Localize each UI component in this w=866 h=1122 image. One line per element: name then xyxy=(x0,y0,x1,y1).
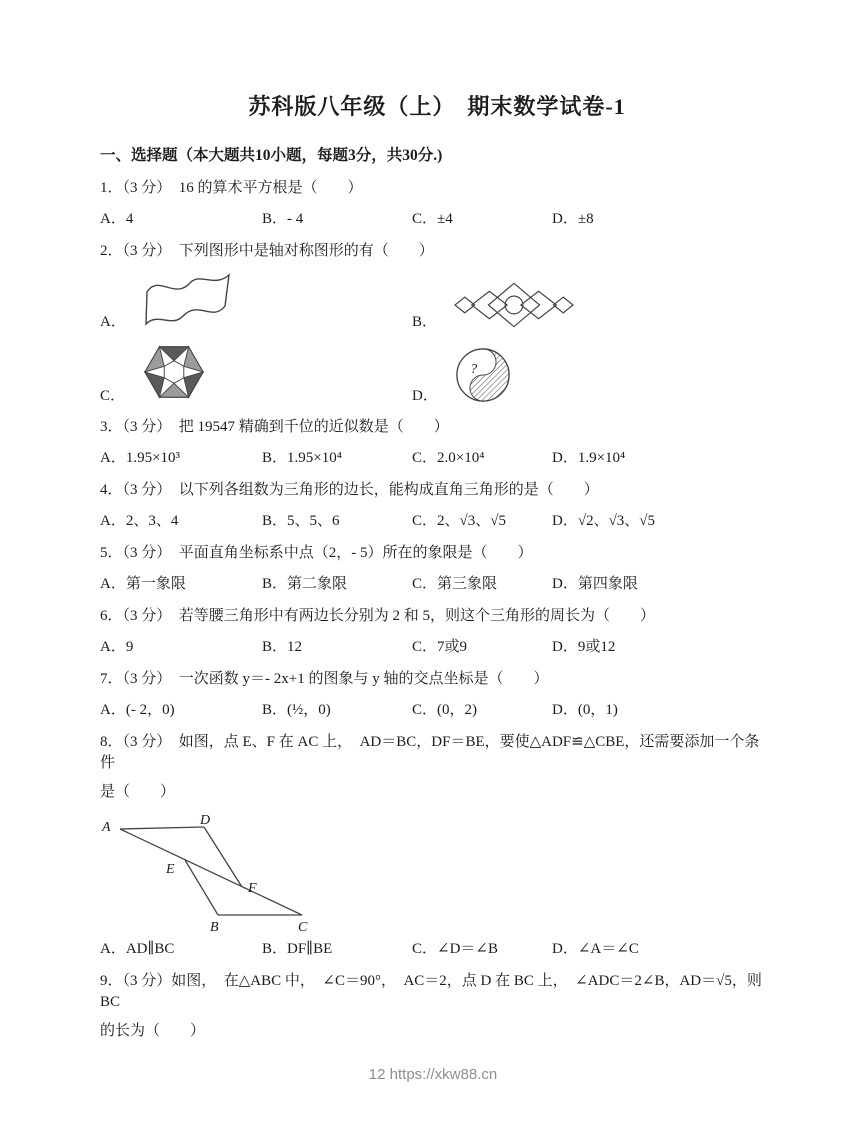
pinwheel-figure xyxy=(141,340,207,404)
question-1 xyxy=(100,178,774,228)
diamonds-figure xyxy=(453,280,575,330)
q8-triangle-figure xyxy=(100,813,325,935)
question-mark-glyph: ? xyxy=(470,361,478,377)
question-3-options xyxy=(100,446,774,467)
option-a: A．4 xyxy=(100,211,134,227)
option-c: C．2、√3、√5 xyxy=(412,513,506,529)
q2-cell-c xyxy=(100,340,412,404)
question-stem: 6．（3 分） 若等腰三角形中有两边长分别为 2 和 5，则这个三角形的周长为（ ） xyxy=(100,608,656,624)
diamond-chain xyxy=(455,283,573,326)
question-stem: 7．（3 分） 一次函数 y＝- 2x+1 的图象与 y 轴的交点坐标是（ ） xyxy=(100,671,549,687)
question-stem: 1．（3 分） 16 的算术平方根是（ ） xyxy=(100,180,363,196)
option-b-label: B． xyxy=(412,313,438,330)
option-c: C．7或9 xyxy=(412,639,468,655)
footer-text: 12 https://xkw88.cn xyxy=(368,1066,498,1083)
q2-cell-d xyxy=(412,340,512,404)
question-1-options xyxy=(100,207,774,228)
question-8-options xyxy=(100,937,774,958)
q2-figures-row-1 xyxy=(100,270,774,330)
triangle-lines xyxy=(120,827,302,915)
question-stem: 2．（3 分） 下列图形中是轴对称图形的有（ ） xyxy=(100,243,434,259)
option-b: B．1.95×10⁴ xyxy=(262,450,342,466)
q2-cell-b xyxy=(412,270,575,330)
option-c-label: C． xyxy=(100,387,126,404)
option-c: C．2.0×10⁴ xyxy=(412,450,485,466)
question-7 xyxy=(100,669,774,719)
vertex-label-c: C xyxy=(298,920,308,935)
option-c: C．第三象限 xyxy=(412,576,498,592)
question-stem: 9．（3 分）如图， 在△ABC 中， ∠C＝90°， AC＝2，点 D 在 BC 上， ∠ADC＝2∠B，AD＝√5，则 BC xyxy=(100,973,762,1010)
option-a: A．1.95×10³ xyxy=(100,450,181,466)
pinwheel-blades xyxy=(145,347,203,398)
question-7-options xyxy=(100,698,774,719)
option-d-label: D． xyxy=(412,387,438,404)
question-9 xyxy=(100,971,774,1042)
vertex-label-e: E xyxy=(166,862,175,877)
question-5 xyxy=(100,543,774,593)
page-title: 苏科版八年级（上） 期末数学试卷-1 xyxy=(248,94,626,119)
option-c: C．±4 xyxy=(412,211,453,227)
option-d: D．第四象限 xyxy=(552,576,638,592)
vertex-label-b: B xyxy=(210,920,219,935)
option-d: D．±8 xyxy=(552,211,594,227)
question-stem-continued: 是（ ） xyxy=(100,784,176,800)
option-b: B．第二象限 xyxy=(262,576,348,592)
option-a: A．9 xyxy=(100,639,134,655)
question-6 xyxy=(100,606,774,656)
question-stem: 3．（3 分） 把 19547 精确到千位的近似数是（ ） xyxy=(100,419,449,435)
option-c: C．∠D＝∠B xyxy=(412,941,498,957)
option-b: B．(½，0) xyxy=(262,702,331,718)
q2-cell-a xyxy=(100,270,412,330)
option-a: A．AD∥BC xyxy=(100,941,175,957)
vertex-label-d: D xyxy=(200,813,211,828)
question-5-options xyxy=(100,572,774,593)
question-3 xyxy=(100,417,774,467)
ribbon-shape xyxy=(146,275,229,324)
option-a-label: A． xyxy=(100,313,126,330)
question-2 xyxy=(100,241,774,404)
option-b: B．5、5、6 xyxy=(262,513,340,529)
vertex-label-f: F xyxy=(248,881,257,896)
question-4 xyxy=(100,480,774,530)
section-heading: 一、选择题（本大题共10小题，每题3分，共30分.) xyxy=(100,147,443,164)
option-d: D．∠A＝∠C xyxy=(552,941,639,957)
question-4-options xyxy=(100,509,774,530)
option-d: D．1.9×10⁴ xyxy=(552,450,626,466)
option-a: A．第一象限 xyxy=(100,576,186,592)
option-b: B．DF∥BE xyxy=(262,941,333,957)
yinyang-figure xyxy=(454,346,512,404)
option-d: D．√2、√3、√5 xyxy=(552,513,656,529)
question-6-options xyxy=(100,635,774,656)
option-a: A．(- 2，0) xyxy=(100,702,175,718)
vertex-label-a: A xyxy=(102,820,111,835)
option-b: B．- 4 xyxy=(262,211,304,227)
option-d: D．9或12 xyxy=(552,639,616,655)
question-8 xyxy=(100,732,774,958)
option-d: D．(0，1) xyxy=(552,702,618,718)
ribbon-figure xyxy=(142,270,234,330)
question-stem: 8．（3 分） 如图，点 E、F 在 AC 上， AD＝BC，DF＝BE，要使△ADF≌△CBE，还需要添加一个条件 xyxy=(100,734,760,771)
question-stem: 4．（3 分） 以下列各组数为三角形的边长，能构成直角三角形的是（ ） xyxy=(100,482,599,498)
option-c: C．(0，2) xyxy=(412,702,477,718)
q2-figures-row-2 xyxy=(100,340,774,404)
option-b: B．12 xyxy=(262,639,303,655)
question-stem-continued: 的长为（ ） xyxy=(100,1023,206,1039)
question-stem: 5．（3 分） 平面直角坐标系中点（2，- 5）所在的象限是（ ） xyxy=(100,545,533,561)
option-a: A．2、3、4 xyxy=(100,513,179,529)
